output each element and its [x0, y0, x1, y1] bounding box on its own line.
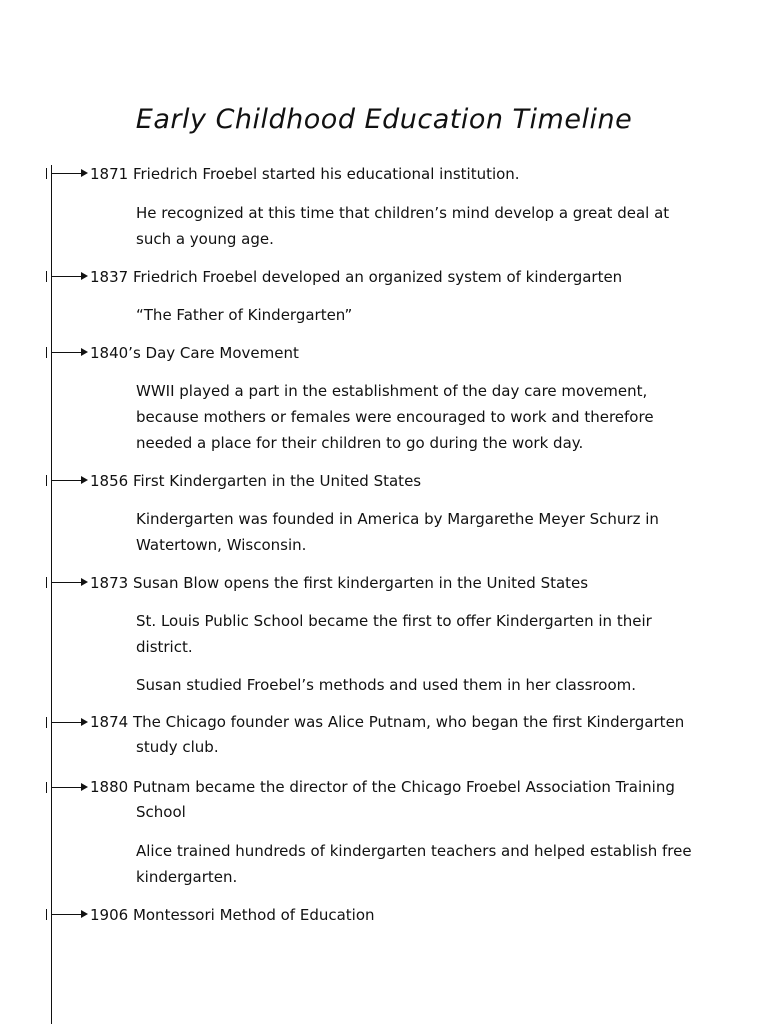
page-title: Early Childhood Education Timeline — [135, 104, 633, 135]
entry-heading: 1906 Montessori Method of Education — [90, 906, 375, 924]
timeline-entry-1856 — [0, 468, 768, 494]
arrow-right-icon — [51, 276, 82, 277]
entry-heading-line: 1880 Putnam became the director of the Chicago Froebel Association Training — [90, 778, 675, 796]
arrow-right-icon — [51, 787, 82, 788]
timeline-entry-1906 — [0, 902, 768, 928]
timeline-entry-1871 — [0, 161, 768, 187]
timeline-tick — [46, 909, 47, 920]
entry-note: Kindergarten was founded in America by Margarethe Meyer Schurz in Watertown, Wisconsin. — [136, 510, 659, 554]
entry-heading: 1873 Susan Blow opens the first kindergarten in the United States — [90, 574, 589, 592]
entry-heading-continuation: School — [136, 803, 186, 821]
arrow-right-icon — [51, 914, 82, 915]
entry-heading-line: 1874 The Chicago founder was Alice Putnam, who began the first Kindergarten — [90, 713, 685, 731]
timeline-entry-1837 — [0, 264, 768, 290]
timeline-tick — [46, 168, 47, 179]
entry-note: St. Louis Public School became the first to offer Kindergarten in their district. — [136, 612, 652, 656]
arrow-right-icon — [51, 352, 82, 353]
entry-heading: 1856 First Kindergarten in the United States — [90, 472, 422, 490]
entry-note: Alice trained hundreds of kindergarten teachers and helped establish free kindergarten. — [136, 842, 692, 886]
arrow-right-icon — [51, 722, 82, 723]
timeline-tick — [46, 577, 47, 588]
timeline-tick — [46, 475, 47, 486]
entry-note: He recognized at this time that children’s mind develop a great deal at such a young age. — [136, 204, 670, 248]
entry-note: Susan studied Froebel’s methods and used them in her classroom. — [136, 676, 637, 694]
timeline-entry-1840s — [0, 340, 768, 366]
timeline-tick — [46, 717, 47, 728]
entry-heading — [90, 710, 690, 760]
timeline-tick — [46, 271, 47, 282]
timeline-entry-1873 — [0, 570, 768, 596]
arrow-right-icon — [51, 173, 82, 174]
timeline-entry-1880 — [0, 775, 768, 821]
entry-heading-continuation: study club. — [136, 738, 219, 756]
arrow-right-icon — [51, 582, 82, 583]
timeline-entry-1874 — [0, 710, 768, 756]
timeline-tick — [46, 347, 47, 358]
arrow-right-icon — [51, 480, 82, 481]
entry-heading: 1840’s Day Care Movement — [90, 344, 299, 362]
entry-note: “The Father of Kindergarten” — [136, 306, 353, 324]
entry-heading: 1871 Friedrich Froebel started his educational institution. — [90, 165, 520, 183]
entry-heading: 1837 Friedrich Froebel developed an organized system of kindergarten — [90, 268, 623, 286]
entry-note: WWII played a part in the establishment of the day care movement, because mothers or females were encouraged to work and therefore needed a place for their children to go during the work day. — [136, 382, 654, 452]
entry-heading — [90, 775, 690, 825]
timeline-tick — [46, 782, 47, 793]
